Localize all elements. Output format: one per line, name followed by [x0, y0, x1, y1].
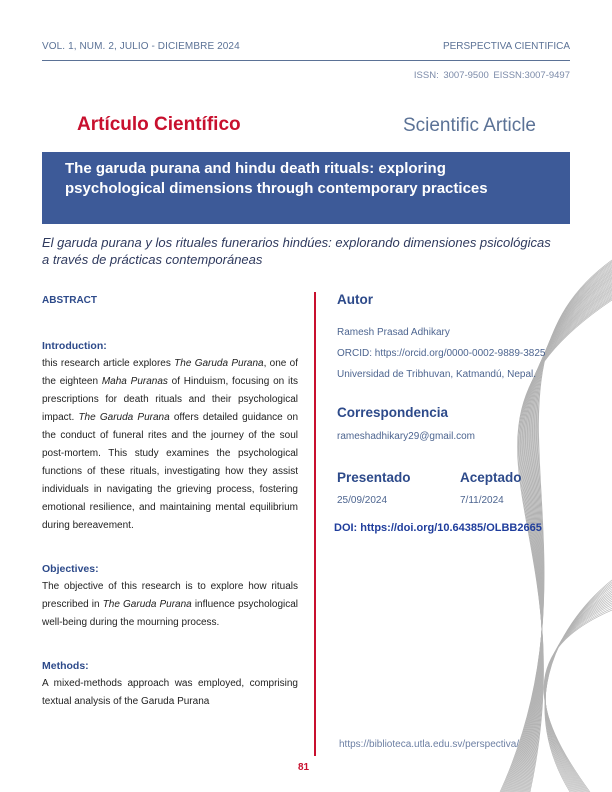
- swirl-line: [544, 610, 612, 792]
- volume-info: VOL. 1, NUM. 2, JULIO - DICIEMBRE 2024: [42, 41, 240, 52]
- column-divider: [314, 292, 316, 756]
- swirl-line: [545, 591, 612, 792]
- article-title-spanish: El garuda purana y los rituales funerarios hindúes: explorando dimensiones psicológicas a través de prácticas contemporáneas: [42, 235, 551, 267]
- title-banner: [42, 152, 570, 224]
- correspondence-email[interactable]: rameshadhikary29@gmail.com: [337, 431, 475, 442]
- methods-text: A mixed-methods approach was employed, comprising textual analysis of the Garuda Purana: [42, 678, 298, 707]
- objectives-heading: Objectives:: [42, 563, 99, 575]
- swirl-line: [545, 603, 612, 792]
- methods-heading: Methods:: [42, 660, 89, 672]
- author-name: Ramesh Prasad Adhikary: [337, 327, 450, 338]
- author-affiliation: Universidad de Tribhuvan, Katmandú, Nepal.: [337, 369, 537, 380]
- page-number: 81: [298, 762, 310, 773]
- presented-heading: Presentado: [337, 470, 411, 485]
- author-heading: Autor: [337, 292, 373, 307]
- doi-link[interactable]: DOI: https://doi.org/10.64385/OLBB2665: [334, 522, 542, 534]
- correspondence-heading: Correspondencia: [337, 405, 449, 420]
- introduction-text: this research article explores The Garuda Purana, one of the eighteen Maha Puranas of Hinduism, focusing on its prescriptions for death rituals and their psychological impact. The Garuda Purana offers detailed guidance on the conduct of funeral rites and the journey of the soul post-mortem. This study examines the psychological functions of these rituals, investigating how they assist individuals in navigating the grieving process, fostering emotional resilience, and maintaining mental equilibrium during bereavement.: [42, 358, 299, 531]
- footer-url[interactable]: https://biblioteca.utla.edu.sv/perspectiva/: [339, 739, 520, 750]
- article-type-en: Scientific Article: [402, 115, 536, 136]
- objectives-text: The objective of this research is to explore how rituals prescribed in The Garuda Purana influence psychological well-being during the mourning process.: [42, 581, 299, 628]
- orcid-link[interactable]: ORCID: https://orcid.org/0000-0002-9889-3825: [337, 348, 546, 359]
- swirl-line: [545, 601, 612, 792]
- abstract-column: [42, 292, 298, 736]
- presented-date: 25/09/2024: [337, 495, 388, 506]
- accepted-date: 7/11/2024: [460, 495, 504, 506]
- journal-name: PERSPECTIVA CIENTIFICA: [442, 41, 570, 52]
- article-title: The garuda purana and hindu death rituals: exploring psychological dimensions through contemporary practices: [65, 160, 488, 197]
- article-type-es: Artículo Científico: [77, 114, 241, 135]
- accepted-heading: Aceptado: [460, 470, 522, 485]
- swirl-line: [544, 606, 612, 792]
- introduction-heading: Introduction:: [42, 340, 107, 352]
- issn-info: ISSN: 3007-9500 EISSN:3007-9497: [413, 70, 570, 81]
- header-divider: [42, 60, 570, 61]
- swirl-line: [544, 608, 612, 792]
- abstract-heading: ABSTRACT: [42, 295, 97, 306]
- swirl-line: [545, 605, 612, 792]
